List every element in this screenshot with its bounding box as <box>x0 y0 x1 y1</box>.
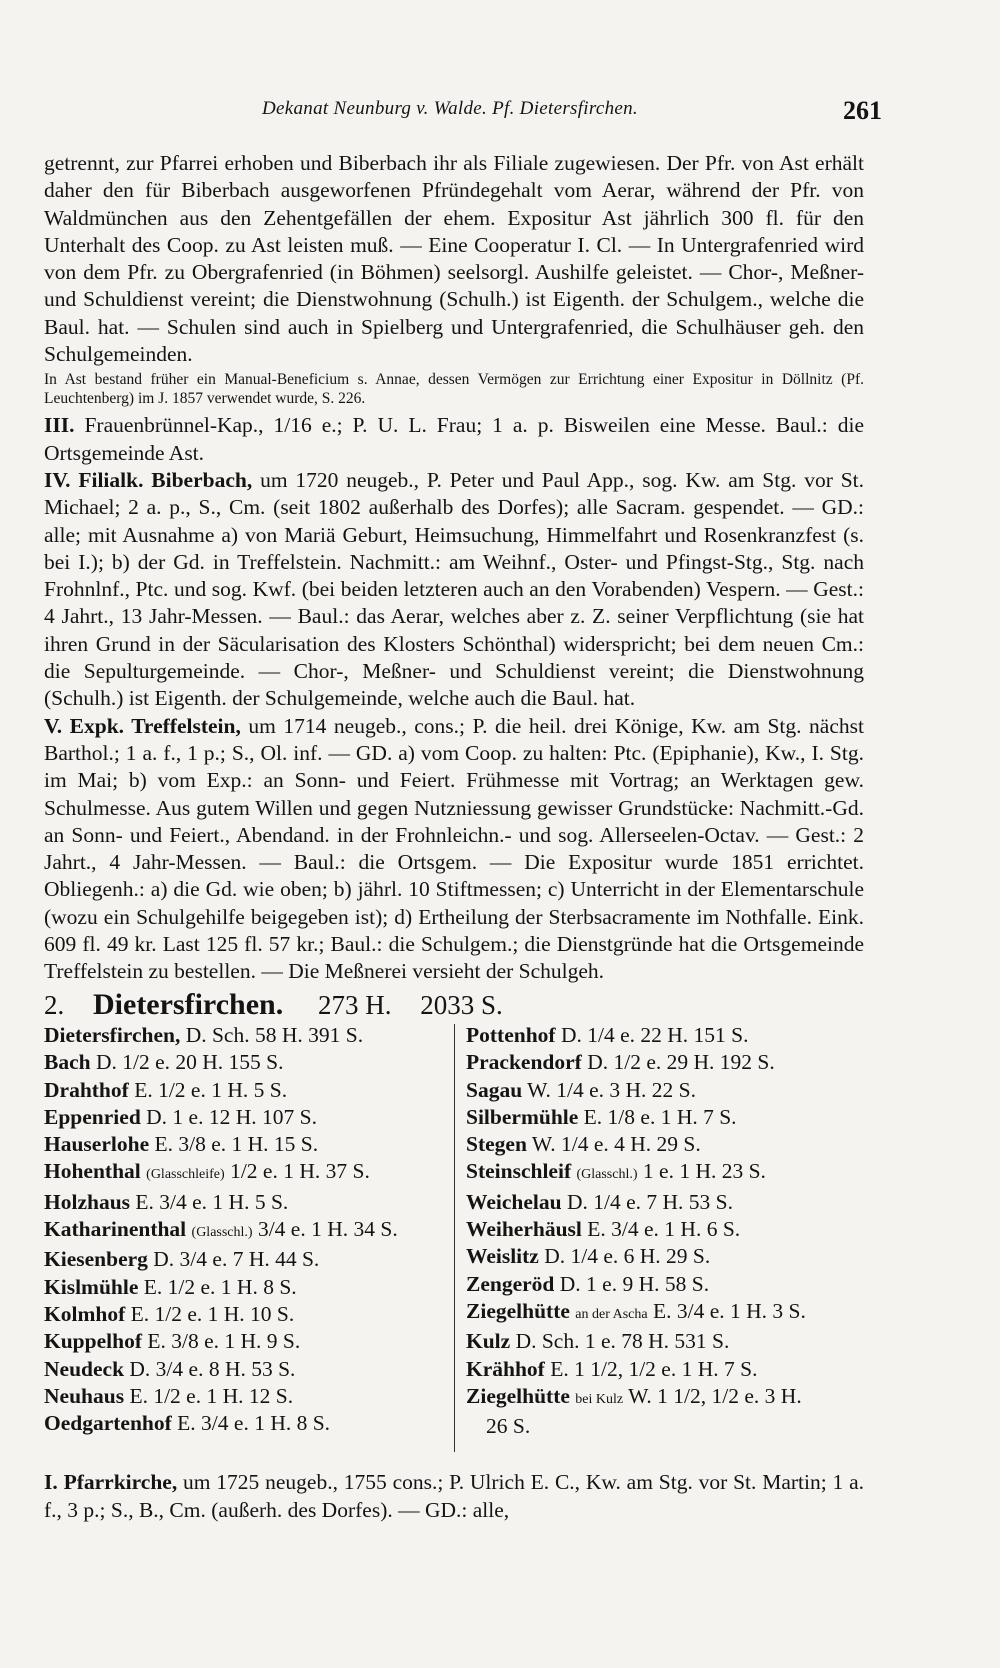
place-info: E. 3/8 e. 1 H. 15 S. <box>154 1132 319 1157</box>
running-header: Dekanat Neunburg v. Walde. Pf. Dietersfirchen. <box>262 98 638 119</box>
list-item <box>44 1274 448 1301</box>
place-name: Weiherhäusl <box>466 1217 582 1242</box>
place-info: E. 1/2 e. 1 H. 5 S. <box>134 1077 288 1102</box>
list-item <box>466 1383 866 1413</box>
paragraph-iii <box>44 412 864 467</box>
roman-numeral: I. <box>44 1470 58 1494</box>
place-name: Pottenhof <box>466 1023 556 1047</box>
place-name: Hauserlohe <box>44 1132 150 1157</box>
page-number: 261 <box>843 96 882 125</box>
place-info: D. 3/4 e. 7 H. 44 S. <box>153 1247 320 1272</box>
section-heading <box>44 988 864 1022</box>
roman-numeral: V. <box>44 713 63 738</box>
list-item <box>466 1104 866 1131</box>
place-name: Steinschleif <box>466 1159 572 1184</box>
main-text <box>44 150 864 986</box>
footnote-ast: In Ast bestand früher ein Manual-Beneficium s. Annae, dessen Vermögen zur Errichtung einer Expositur in Döllnitz (Pf. Leuchtenberg) im J. 1857 verwendet wurde, S. 226. <box>44 371 864 408</box>
list-item <box>466 1158 866 1188</box>
place-name: Bach <box>44 1050 91 1075</box>
paragraph-text: um 1714 neugeb., cons.; P. die heil. drei Könige, Kw. am Stg. nächst Barthol.; 1 a. f., 1 p.; S., Ol. inf. — GD. a) vom Coop. zu halten: Ptc. (Epiphanie), Kw., I. Stg. im Mai; b) vom Exp.: an Sonn- und Feiert. Frühmesse mit Vortrag; an Werktagen gew. Schulmesse. Aus gutem Willen und gegen Nutzniessung gewisser Grundstücke: Nachmitt.-Gd. an Sonn- und Feiert., Abendand. in der Frohnleichn.- und sog. Allerseelen-Octav. — Gest.: 2 Jahrt., 4 Jahr-Messen. — Baul.: die Ortsgem. — Die Expositur wurde 1851 errichtet. Obliegenh.: a) die Gd. wie oben; b) jährl. 10 Stiftmessen; c) Unterricht in der Elementarschule (wozu ein Schulgehilfe beigegeben ist); d) Ertheilung der Sterbsacramente im Nothfalle. Eink. 609 fl. 49 kr. Last 125 fl. 57 kr.; Baul.: die Schulgem.; die Dienstgründe hat die Ortsgemeinde Treffelstein zu bestellen. — Die Meßnerei versieht der Schulgeh. <box>44 713 864 984</box>
section-title: Dietersfirchen. <box>93 988 284 1021</box>
place-name: Weichelau <box>466 1189 562 1214</box>
list-item <box>44 1104 448 1131</box>
place-name: Weislitz <box>466 1244 539 1269</box>
list-item <box>44 1158 448 1188</box>
place-name: Kiesenberg <box>44 1247 148 1272</box>
place-info: E. 3/4 e. 1 H. 8 S. <box>177 1411 331 1436</box>
list-item <box>44 1301 448 1328</box>
place-info: W. 1/4 e. 3 H. 22 S. <box>527 1077 696 1102</box>
place-info: D. Sch. 1 e. 78 H. 531 S. <box>515 1329 730 1354</box>
place-info: D. Sch. 58 H. 391 S. <box>185 1023 364 1047</box>
place-info: D. 1/2 e. 20 H. 155 S. <box>95 1050 284 1075</box>
list-item <box>44 1077 448 1104</box>
list-item <box>466 1356 866 1383</box>
place-info: D. 1/4 e. 6 H. 29 S. <box>544 1244 711 1269</box>
place-name: Eppenried <box>44 1104 141 1129</box>
place-list-right <box>466 1022 866 1440</box>
place-list-left <box>44 1022 448 1437</box>
paragraph-text: um 1725 neugeb., 1755 cons.; P. Ulrich E. C., Kw. am Stg. vor St. Martin; 1 a. f., 3 p.; S., B., Cm. (außerh. des Dorfes). — GD.: alle, <box>44 1470 864 1522</box>
list-item <box>466 1049 866 1076</box>
place-name: Drahthof <box>44 1077 129 1102</box>
place-list <box>44 1022 864 1454</box>
place-note: bei Kulz <box>575 1391 624 1407</box>
place-name: Oedgartenhof <box>44 1411 172 1436</box>
place-info: W. 1 1/2, 1/2 e. 3 H. <box>628 1383 802 1408</box>
list-item <box>44 1131 448 1158</box>
list-item <box>44 1246 448 1273</box>
place-name: Katharinenthal <box>44 1217 187 1242</box>
entry-label: Pfarrkirche, <box>63 1470 178 1494</box>
section-souls: 2033 S. <box>420 990 503 1020</box>
roman-numeral: III. <box>44 413 75 438</box>
place-name: Kislmühle <box>44 1274 139 1299</box>
place-note: an der Ascha <box>575 1306 648 1322</box>
paragraph-pfarrkirche <box>44 1468 864 1524</box>
paragraph-text: um 1720 neugeb., P. Peter und Paul App., sog. Kw. am Stg. vor St. Michael; 2 a. p., S., Cm. (seit 1802 außerhalb des Dorfes); alle Sacram. gespendet. — GD.: alle; mit Ausnahme a) von Mariä Geburt, Heimsuchung, Himmelfahrt und Rosenkranzfest (s. bei I.); b) der Gd. in Treffelstein. Nachmitt.: am Weihnf., Oster- und Pfingst-Stg., Stg. nach Frohnlnf., Ptc. und sog. Kwf. (bei beiden letzteren auch an den Vorabenden) Vespern. — Gest.: 4 Jahrt., 13 Jahr-Messen. — Baul.: das Aerar, welches aber z. Z. seiner Verpflichtung (sie hat ihren Grund in der Säcularisation des Klosters Schönthal) widerspricht; bei dem neuen Cm.: die Sepulturgemeinde. — Chor-, Meßner- und Schuldienst vereint; die Dienstwohnung (Schulh.) ist Eigenth. der Schulgemeinde, welche auch die Baul. hat. <box>44 467 865 711</box>
paragraph-ast: getrennt, zur Pfarrei erhoben und Biberbach ihr als Filiale zugewiesen. Der Pfr. von Ast erhält daher den für Biberbach ausgeworfenen Pfründegehalt vom Aerar, während der Pfr. von Waldmünchen aus den Zehentgefällen der ehem. Expositur Ast jährlich 300 fl. für den Unterhalt des Coop. zu Ast leisten muß. — Eine Cooperatur I. Cl. — In Untergrafenried wird von dem Pfr. zu Obergrafenried (in Böhmen) seelsorgl. Aushilfe geleistet. — Chor-, Meßner- und Schuldienst vereint; die Dienstwohnung (Schulh.) ist Eigenth. der Schulgem., welche die Baul. hat. — Schulen sind auch in Spielberg und Untergrafenried, die Schulhäuser geh. den Schulgemeinden. <box>44 151 864 367</box>
list-item <box>44 1049 448 1076</box>
place-name: Neudeck <box>44 1356 125 1381</box>
section-number: 2. <box>44 990 65 1020</box>
place-name: Stegen <box>466 1132 527 1157</box>
list-item <box>44 1383 448 1410</box>
place-name: Silbermühle <box>466 1104 579 1129</box>
place-info: E. 1/2 e. 1 H. 10 S. <box>130 1301 295 1326</box>
place-name: Ziegelhütte <box>466 1383 570 1408</box>
place-info: 26 S. <box>486 1414 531 1439</box>
place-name: Ziegelhütte <box>466 1298 570 1323</box>
list-item <box>44 1022 448 1049</box>
place-name: Neuhaus <box>44 1383 125 1408</box>
place-info: D. 1 e. 9 H. 58 S. <box>559 1271 710 1296</box>
place-info: W. 1/4 e. 4 H. 29 S. <box>531 1132 701 1157</box>
paragraph-iv <box>44 467 864 713</box>
list-item <box>466 1243 866 1270</box>
list-item <box>466 1298 866 1328</box>
place-name: Kulz <box>466 1329 511 1354</box>
list-item <box>466 1328 866 1355</box>
place-info: D. 3/4 e. 8 H. 53 S. <box>129 1356 296 1381</box>
place-info: E. 1/2 e. 1 H. 12 S. <box>129 1383 294 1408</box>
column-divider <box>454 1024 455 1452</box>
place-info: E. 1/2 e. 1 H. 8 S. <box>143 1274 297 1299</box>
roman-numeral: IV. <box>44 467 71 492</box>
list-item <box>44 1328 448 1355</box>
section-houses: 273 H. <box>317 990 392 1020</box>
place-name: Kuppelhof <box>44 1329 142 1354</box>
place-name: Kolmhof <box>44 1301 126 1326</box>
place-info: D. 1 e. 12 H. 107 S. <box>146 1104 317 1129</box>
place-name: Hohenthal <box>44 1159 141 1184</box>
paragraph-text: Frauenbrünnel-Kap., 1/16 e.; P. U. L. Frau; 1 a. p. Bisweilen eine Messe. Baul.: die Ortsgemeinde Ast. <box>44 413 865 465</box>
entry-label: Filialk. Biberbach, <box>78 467 253 492</box>
list-item <box>466 1189 866 1216</box>
list-item <box>466 1131 866 1158</box>
place-name: Dietersfirchen, <box>44 1023 181 1047</box>
place-info: 1/2 e. 1 H. 37 S. <box>230 1159 370 1184</box>
place-note: (Glasschleife) <box>146 1167 225 1183</box>
list-item <box>466 1413 866 1440</box>
list-item <box>466 1077 866 1104</box>
list-item <box>466 1022 866 1049</box>
place-info: E. 3/8 e. 1 H. 9 S. <box>147 1329 301 1354</box>
list-item <box>466 1216 866 1243</box>
place-info: E. 3/4 e. 1 H. 3 S. <box>652 1298 806 1323</box>
place-info: 3/4 e. 1 H. 34 S. <box>257 1217 398 1242</box>
paragraph-v <box>44 713 864 986</box>
place-name: Zengeröd <box>466 1271 555 1296</box>
place-info: E. 3/4 e. 1 H. 6 S. <box>587 1217 741 1242</box>
list-item <box>44 1356 448 1383</box>
place-info: E. 1 1/2, 1/2 e. 1 H. 7 S. <box>550 1356 758 1381</box>
place-note: (Glasschl.) <box>576 1167 638 1183</box>
place-info: E. 3/4 e. 1 H. 5 S. <box>135 1189 289 1214</box>
list-item <box>44 1189 448 1216</box>
place-info: D. 1/2 e. 29 H. 192 S. <box>587 1050 775 1075</box>
place-info: D. 1/4 e. 22 H. 151 S. <box>560 1023 749 1047</box>
place-name: Sagau <box>466 1077 523 1102</box>
place-info: 1 e. 1 H. 23 S. <box>642 1159 766 1184</box>
list-item <box>44 1216 448 1246</box>
place-name: Holzhaus <box>44 1189 131 1214</box>
list-item <box>466 1271 866 1298</box>
list-item <box>44 1410 448 1437</box>
entry-label: Expk. Treffelstein, <box>69 713 241 738</box>
place-name: Krähhof <box>466 1356 545 1381</box>
place-info: E. 1/8 e. 1 H. 7 S. <box>583 1104 737 1129</box>
place-info: D. 1/4 e. 7 H. 53 S. <box>566 1189 733 1214</box>
place-name: Prackendorf <box>466 1050 582 1075</box>
place-note: (Glasschl.) <box>191 1225 253 1241</box>
